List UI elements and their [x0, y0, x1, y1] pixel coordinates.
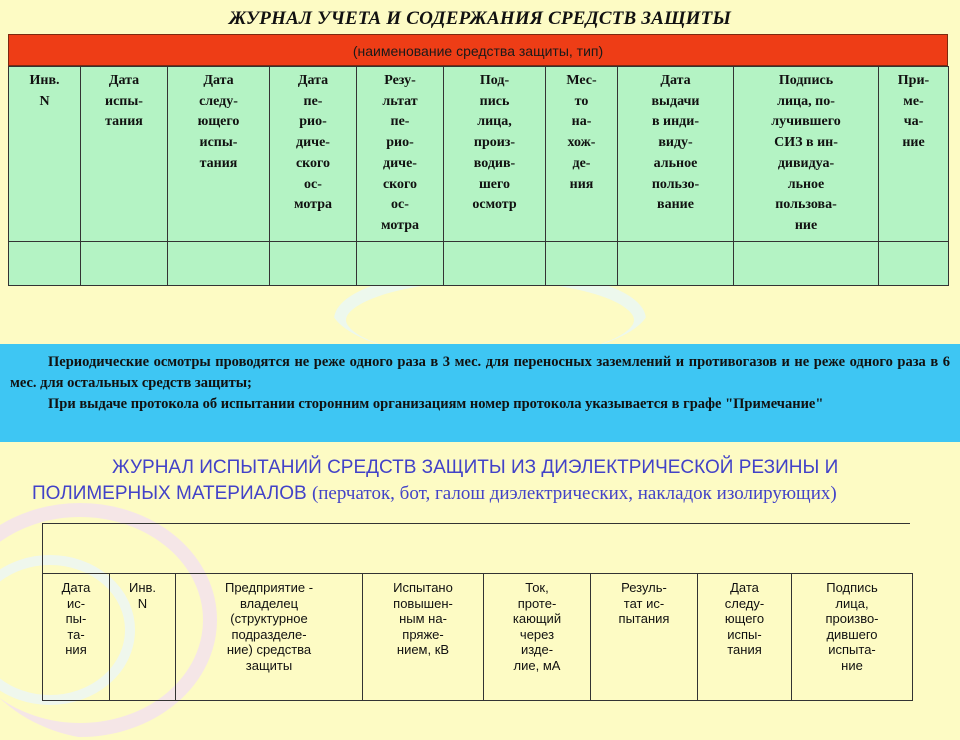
- journal1-empty-row: [9, 242, 949, 286]
- journal2-title-line2: ПОЛИМЕРНЫХ МАТЕРИАЛОВ: [32, 483, 307, 504]
- journal2-title-line1: ЖУРНАЛ ИСПЫТАНИЙ СРЕДСТВ ЗАЩИТЫ ИЗ ДИЭЛЕКТРИЧЕСКОЙ РЕЗИНЫ И: [112, 457, 839, 478]
- journal2-header-cell: [792, 574, 913, 701]
- table-cell: [734, 242, 879, 286]
- journal2-header-cell: [698, 574, 792, 701]
- journal1-header-cell: [9, 67, 81, 242]
- journal1-header-cell: [546, 67, 618, 242]
- header-label: Предприятие - владелец (структурное подразделе- ние) средства защиты: [224, 580, 314, 673]
- header-label: Подпись лица, по- лучившего СИЗ в ин- дивидуа- льное пользова- ние: [771, 73, 841, 233]
- journal1-header-cell: [168, 67, 270, 242]
- journal2-table: [42, 573, 913, 701]
- table-cell: [168, 242, 270, 286]
- journal2-header-cell: [591, 574, 698, 701]
- journal2-left-border: [42, 523, 43, 573]
- journal2-header-cell: [110, 574, 176, 701]
- journal2-header-cell: [176, 574, 363, 701]
- header-label: Инв. N: [29, 73, 60, 109]
- journal2-header-cell: [43, 574, 110, 701]
- header-label: Дата испы- тания: [105, 73, 143, 130]
- header-label: Под- пись лица, произ- водив- шего осмотр: [472, 73, 517, 213]
- table-cell: [9, 242, 81, 286]
- journal1-table: [8, 66, 949, 286]
- journal1-header-cell: [81, 67, 168, 242]
- header-label: Мес- то на- хож- де- ния: [566, 73, 597, 192]
- table-cell: [444, 242, 546, 286]
- table-cell: [879, 242, 949, 286]
- table-cell: [81, 242, 168, 286]
- journal1-header-cell: [357, 67, 444, 242]
- table-cell: [618, 242, 734, 286]
- table-cell: [357, 242, 444, 286]
- journal1-header-row: [9, 67, 949, 242]
- header-label: Дата пе- рио- диче- ского ос- мотра: [293, 73, 332, 213]
- header-label: Подпись лица, произво- дившего испыта- ние: [825, 580, 879, 673]
- header-label: Резуль- тат ис- пытания: [618, 580, 670, 626]
- journal1-header-cell: [734, 67, 879, 242]
- journal1-header-cell: [270, 67, 357, 242]
- header-label: При- ме- ча- ние: [897, 73, 930, 151]
- header-label: Инв. N: [128, 580, 157, 611]
- journal2-header-row: [43, 574, 913, 701]
- journal2-header-cell: [363, 574, 484, 701]
- journal2-title-sub: (перчаток, бот, галош диэлектрических, накладок изолирующих): [311, 483, 837, 504]
- journal1-subtitle: (наименование средства защиты, тип): [8, 34, 948, 66]
- table-cell: [270, 242, 357, 286]
- journal1-title: ЖУРНАЛ УЧЕТА И СОДЕРЖАНИЯ СРЕДСТВ ЗАЩИТЫ: [228, 8, 732, 29]
- header-label: Дата ис- пы- та- ния: [61, 580, 91, 657]
- journal1-header-cell: [444, 67, 546, 242]
- journal1-header-cell: [879, 67, 949, 242]
- inspection-note-line1: Периодические осмотры проводятся не реже одного раза в 3 мес. для переносных заземлений и противогазов и не реже одного раза в 6 мес. для остальных средств защиты;: [10, 354, 950, 391]
- header-label: Дата следу- ющего испы- тания: [724, 580, 765, 657]
- header-label: Ток, проте- кающий через изде- лие, мА: [512, 580, 562, 673]
- header-label: Испытано повышен- ным на- пряже- нием, кВ: [393, 580, 453, 657]
- header-label: Дата следу- ющего испы- тания: [197, 73, 240, 171]
- inspection-note-band: [0, 344, 960, 442]
- table-cell: [546, 242, 618, 286]
- header-label: Дата выдачи в инди- виду- альное пользо- вание: [651, 73, 700, 213]
- journal2-header-cell: [484, 574, 591, 701]
- journal2-title: [32, 455, 932, 507]
- inspection-note-line2: При выдаче протокола об испытании сторонним организациям номер протокола указывается в графе "Примечание": [48, 396, 824, 412]
- journal2-top-border: [42, 523, 910, 524]
- header-label: Резу- льтат пе- рио- диче- ского ос- мотра: [380, 73, 419, 233]
- journal1-header-cell: [618, 67, 734, 242]
